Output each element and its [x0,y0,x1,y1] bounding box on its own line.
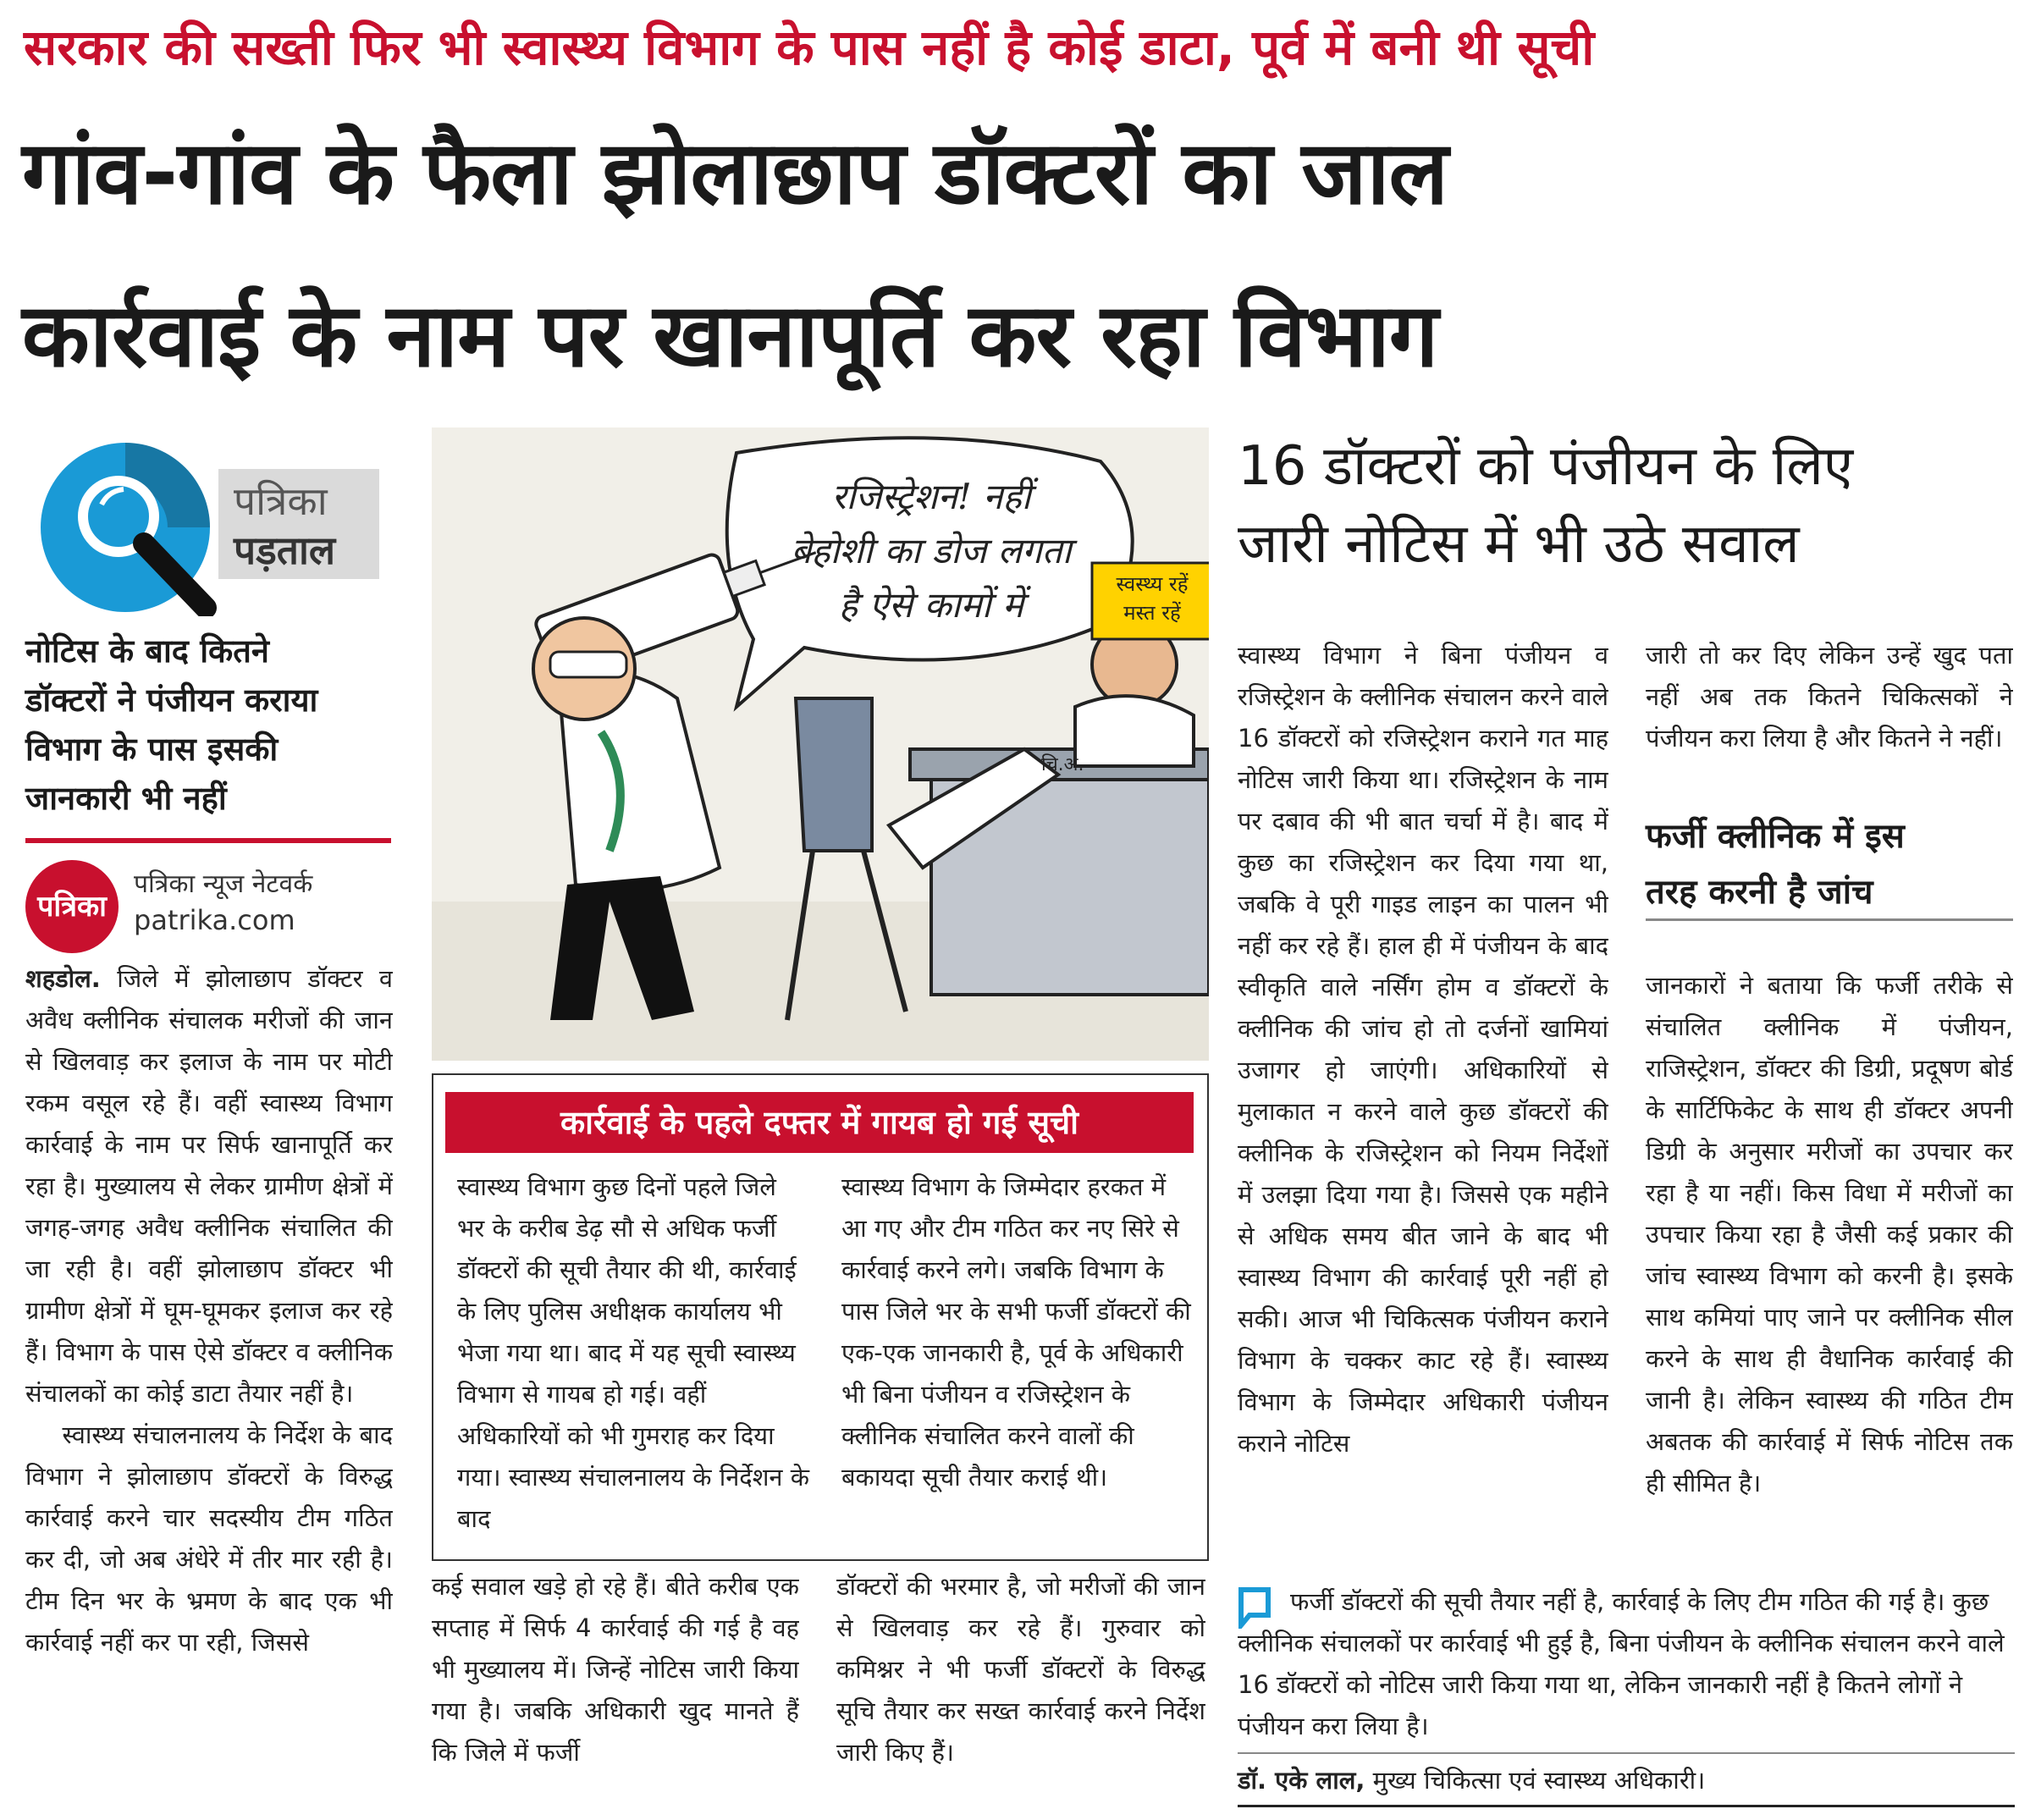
sidebar-question [25,626,389,823]
sidebar-divider [25,838,391,843]
sign-board [1095,570,1209,627]
kicker-headline: सरकार की सख्ती फिर भी स्वास्थ्य विभाग के पास नहीं है कोई डाटा, पूर्व में बनी थी सूची [24,19,1595,76]
main-story-p1: जिले में झोलाछाप डॉक्टर व अवैध क्लीनिक संचालक मरीजों की जान से खिलवाड़ कर इलाज के नाम पर मोटी रकम वसूल रहे हैं। वहीं स्वास्थ्य विभाग कार्रवाई के नाम पर सिर्फ खानापूर्ति कर रहा है। मुख्यालय से लेकर ग्रामीण क्षेत्रों में जगह-जगह अवैध क्लीनिक संचालित की जा रही है। वहीं झोलाछाप डॉक्टर भी ग्रामीण क्षेत्रों में घूम-घूमकर इलाज कर रहे हैं। विभाग के पास ऐसे डॉक्टर व क्लीनिक संचालकों का कोई डाटा तैयार नहीं है। [25,964,393,1408]
speech-line: बेहोशी का डोज लगता [791,530,1072,571]
padtal-word-2: पड़ताल [234,527,336,573]
headline-line-2: कार्रवाई के नाम पर खानापूर्ति कर रहा विभाग [22,284,1438,387]
byline-site: patrika.com [134,904,295,936]
magnifier-icon [24,438,396,616]
headline-line-1: गांव-गांव के फैला झोलाछाप डॉक्टरों का जाल [22,121,1448,224]
right-head-line: जारी नोटिस में भी उठे सवाल [1238,513,1800,576]
quote-bottom-rule [1238,1805,2015,1807]
byline-network: पत्रिका न्यूज नेटवर्क [134,869,313,899]
speech-line: है ऐसे कामों में [838,584,1024,626]
right-story-col-a: स्वास्थ्य विभाग ने बिना पंजीयन व रजिस्ट्रेशन के क्लीनिक संचालन करने वाले 16 डॉक्टरों को रजिस्ट्रेशन कराने गत माह नोटिस जारी किया था। रजिस्ट्रेशन के नाम पर दबाव की भी बात चर्चा में है। बाद में कुछ का रजिस्ट्रेशन कर दिया गया था, जबकि वे पूरी गाइड लाइन का पालन भी नहीं कर रहे हैं। हाल ही में पंजीयन के बाद स्वीकृति वाले नर्सिंग होम व डॉक्टरों के क्लीनिक की जांच हो तो दर्जनों खामियां उजागर हो जाएंगी। अधिकारियों से मुलाकात न करने वाले कुछ डॉक्टरों की क्लीनिक के रजिस्ट्रेशन को नियम निर्देशों में उलझा दिया गया है। जिससे एक महीने से अधिक समय बीत जाने के बाद भी स्वास्थ्य विभाग की कार्रवाई पूरी नहीं हो सकी। आज भी चिकित्सक पंजीयन कराने विभाग के चक्कर काट रहे हैं। स्वास्थ्य विभाग के जिम्मेदार अधिकारी पंजीयन कराने नोटिस [1238,641,1608,1458]
box-heading: कार्रवाई के पहले दफ्तर में गायब हो गई सूची [445,1092,1194,1153]
padtal-word-1: पत्रिका [234,478,328,524]
sidebar-question-line: डॉक्टरों ने पंजीयन कराया [25,681,318,719]
right-story-col-b-bottom: जानकारों ने बताया कि फर्जी तरीके से संचालित क्लीनिक में पंजीयन, राजिस्ट्रेशन, डॉक्टर की डिग्री, प्रदूषण बोर्ड के सार्टिफिकेट के साथ ही डॉक्टर अपनी डिग्री के अनुसार मरीजों का उपचार कर रहा है या नहीं। किस विधा में मरीजों का उपचार किया रहा है जैसी कई प्रकार की जांच स्वास्थ्य विभाग को करनी है। इसके साथ कमियां पाए जाने पर क्लीनिक सील करने के साथ ही वैधानिक कार्रवाई की जानी है। लेकिन स्वास्थ्य की गठित टीम अबतक की कार्रवाई में सिर्फ नोटिस तक ही सीमित है। [1646,971,2013,1497]
sign-line: मस्त रहें [1123,601,1181,625]
patrika-padtal-logo [24,438,396,616]
sidebar-question-line: नोटिस के बाद कितने [25,632,269,670]
cartoon [432,427,1209,1061]
speech-line: रजिस्ट्रेशन! नहीं [831,476,1031,517]
quote-attribution [1238,1761,1705,1800]
quote-author-name: डॉ. एके लाल, [1238,1766,1365,1795]
box-col-right: स्वास्थ्य विभाग के जिम्मेदार हरकत में आ गए और टीम गठित कर नए सिरे से कार्रवाई करने लगे। जबकि विभाग के पास जिले भर के सभी फर्जी डॉक्टरों की एक-एक जानकारी है, पूर्व के अधिकारी भी बिना पंजीयन व रजिस्ट्रेशन के क्लीनिक संचालित करने वालों की बकायदा सूची तैयार कराई थी। [841,1172,1191,1492]
sidebar-question-line: विभाग के पास इसकी [25,731,279,768]
main-story-col-1 [25,958,393,1813]
boxed-story [432,1073,1209,1561]
right-story-headline [1238,427,2016,583]
patrika-logo-badge: पत्रिका [25,860,119,953]
sub-head-line: फर्जी क्लीनिक में इस [1646,817,1905,856]
quote-author-title: मुख्य चिकित्सा एवं स्वास्थ्य अधिकारी। [1372,1766,1706,1795]
dateline: शहडोल. [25,964,101,993]
sub-head-line: तरह करनी है जांच [1646,873,1873,912]
sub-headline [1646,808,2013,920]
quote-divider [1238,1752,2015,1754]
byline [25,853,398,938]
main-story-col-2: कई सवाल खड़े हो रहे हैं। बीते करीब एक सप्ताह में सिर्फ 4 कार्रवाई की गई है वह भी मुख्यालय में। जिन्हें नोटिस जारी किया गया है। जबकि अधिकारी खुद मानते हैं कि जिले में फर्जी [432,1572,799,1767]
sidebar-question-line: जानकारी भी नहीं [25,780,227,817]
right-story-col-b-top: जारी तो कर दिए लेकिन उन्हें खुद पता नहीं अब तक कितने चिकित्सकों ने पंजीयन करा लिया है और कितने ने नहीं। [1646,641,2013,753]
main-story-p2: स्वास्थ्य संचालनालय के निर्देश के बाद विभाग ने झोलाछाप डॉक्टरों के विरुद्ध कार्रवाई करने चार सदस्यीय टीम गठित कर दी, जो अब अंधेरे में तीर मार रही है। टीम दिन भर के भ्रमण के बाद एक भी कार्रवाई नहीं कर पा रही, जिससे [25,1420,393,1657]
speech-bubble [770,470,1092,632]
main-story-col-3: डॉक्टरों की भरमार है, जो मरीजों की जान से खिलवाड़ कर रहे हैं। गुरुवार को कमिश्नर ने भी फर्जी डॉक्टरों के विरुद्ध सूचि तैयार कर सख्त कार्रवाई करने निर्देश जारी किए हैं। [836,1572,1205,1767]
quote-box [1238,1581,2016,1810]
sign-line: स्वस्थ्य रहें [1116,572,1189,596]
sub-head-divider [1646,918,2013,921]
quote-text: फर्जी डॉक्टरों की सूची तैयार नहीं है, कार्रवाई के लिए टीम गठित की गई है। कुछ क्लीनिक संचालकों पर कार्रवाई भी हुई है, बिना पंजीयन के क्लीनिक संचालन करने वाले 16 डॉक्टरों को नोटिस जारी किया गया था, लेकिन जानकारी नहीं है कितने लोगों ने पंजीयन करा लिया है। [1238,1587,2005,1740]
box-col-left: स्वास्थ्य विभाग कुछ दिनों पहले जिले भर के करीब डेढ़ सौ से अधिक फर्जी डॉक्टरों की सूची तैयार की थी, कार्रवाई के लिए पुलिस अधीक्षक कार्यालय भी भेजा गया था। बाद में यह सूची स्वास्थ्य विभाग से गायब हो गई। वहीं अधिकारियों को भी गुमराह कर दिया गया। स्वास्थ्य संचालनालय के निर्देशन के बाद [457,1172,810,1533]
right-head-line: 16 डॉक्टरों को पंजीयन के लिए [1238,435,1854,498]
desk-label: चि.अ. [1041,754,1084,775]
